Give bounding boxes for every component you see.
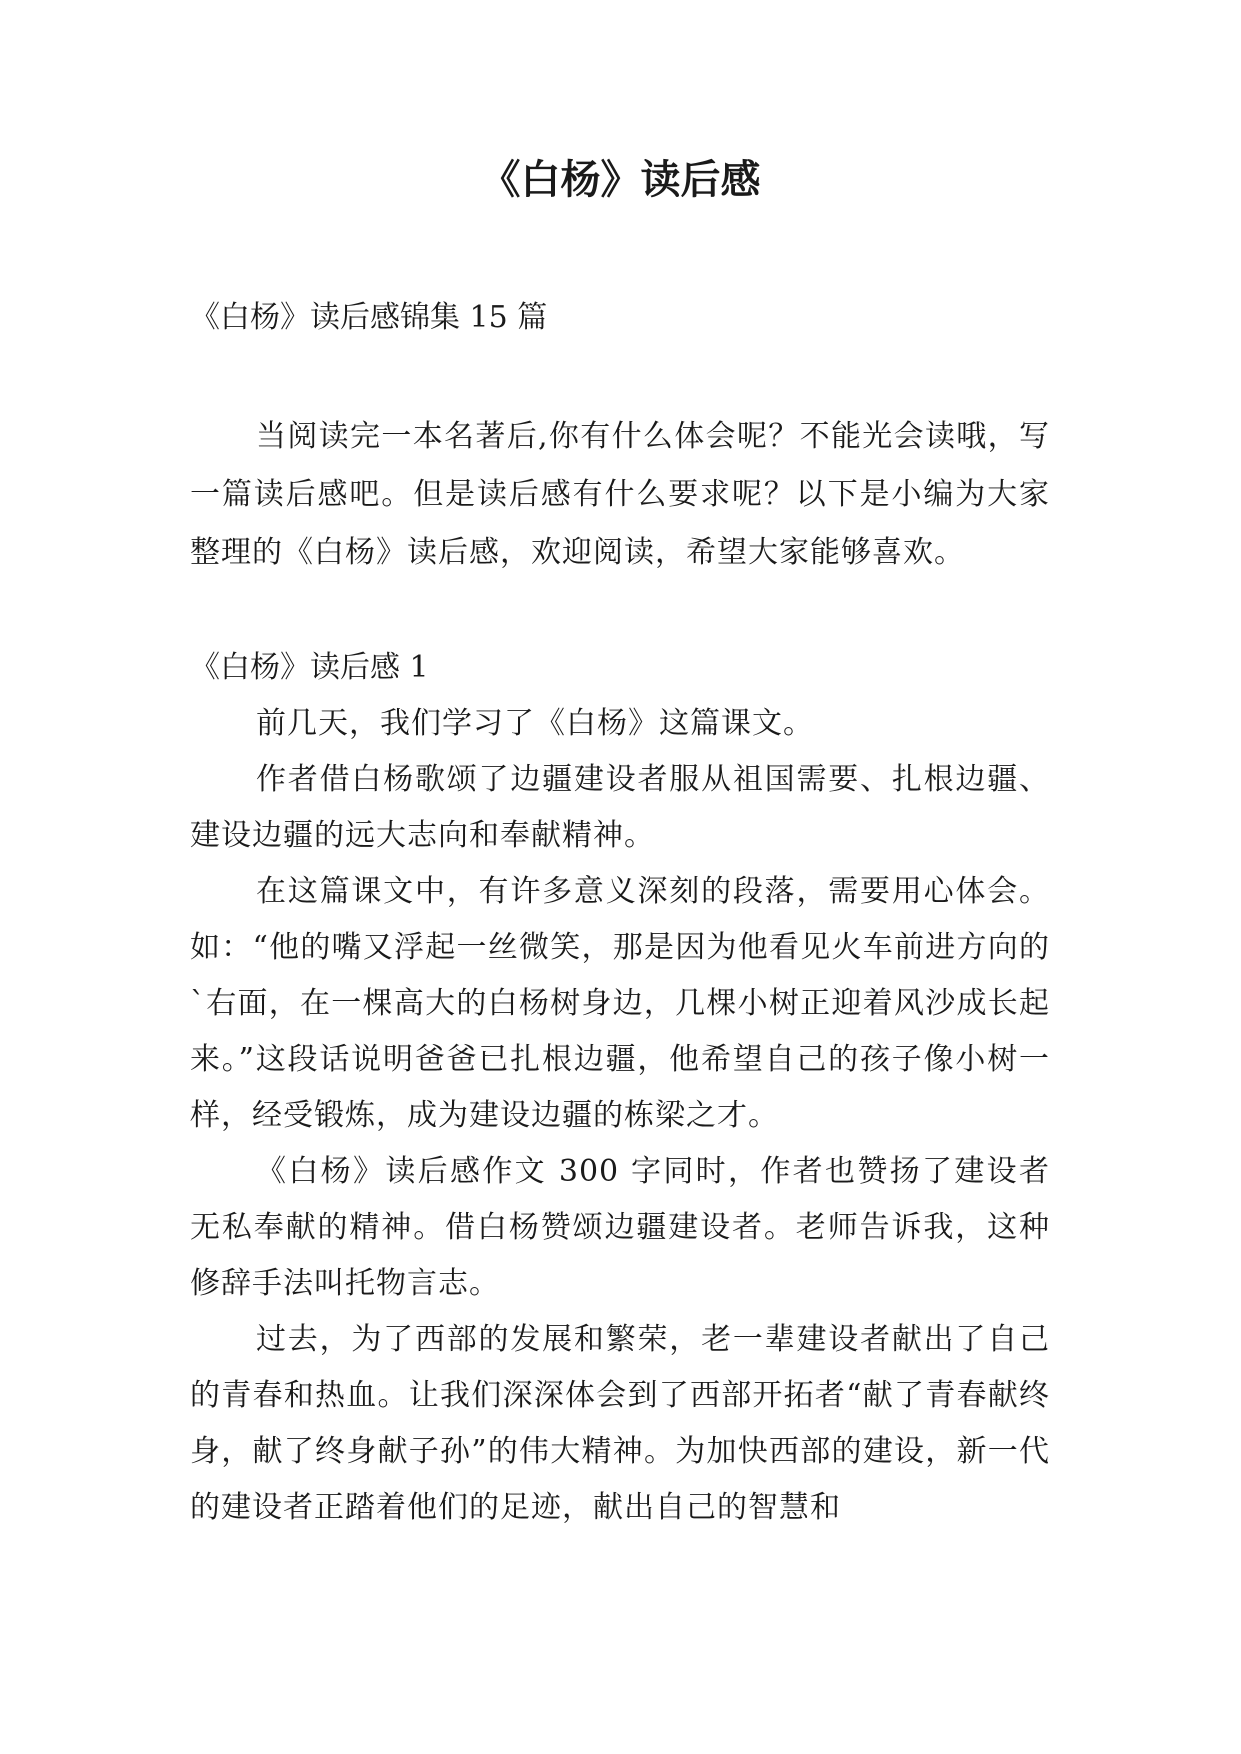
- paragraph-3: 在这篇课文中，有许多意义深刻的段落，需要用心体会。如：“他的嘴又浮起一丝微笑，那是因为他看见火车前进方向的`右面，在一棵高大的白杨树身边，几棵小树正迎着风沙成长起来。”这段话说明爸爸已扎根边疆，他希望自己的孩子像小树一样，经受锻炼，成为建设边疆的栋梁之才。: [190, 874, 1050, 1133]
- document-title: 《白杨》读后感: [480, 157, 761, 203]
- document-subtitle: 《白杨》读后感锦集 15 篇: [190, 300, 548, 335]
- paragraph-5: 过去，为了西部的发展和繁荣，老一辈建设者献出了自己的青春和热血。让我们深深体会到了西部开拓者“献了青春献终身，献了终身献子孙”的伟大精神。为加快西部的建设，新一代的建设者正踏着他们的足迹，献出自己的智慧和: [190, 1322, 1050, 1525]
- paragraph-1: 前几天，我们学习了《白杨》这篇课文。: [256, 706, 814, 741]
- section-heading: 《白杨》读后感 1: [190, 650, 429, 685]
- section-1: [190, 640, 1050, 1536]
- intro-paragraph: 当阅读完一本名著后,你有什么体会呢？不能光会读哦，写一篇读后感吧。但是读后感有什么要求呢？以下是小编为大家整理的《白杨》读后感，欢迎阅读，希望大家能够喜欢。: [190, 419, 1050, 570]
- paragraph-2: 作者借白杨歌颂了边疆建设者服从祖国需要、扎根边疆、建设边疆的远大志向和奉献精神。: [190, 762, 1050, 853]
- paragraph-4: 《白杨》读后感作文 300 字同时，作者也赞扬了建设者无私奉献的精神。借白杨赞颂边疆建设者。老师告诉我，这种修辞手法叫托物言志。: [190, 1154, 1050, 1301]
